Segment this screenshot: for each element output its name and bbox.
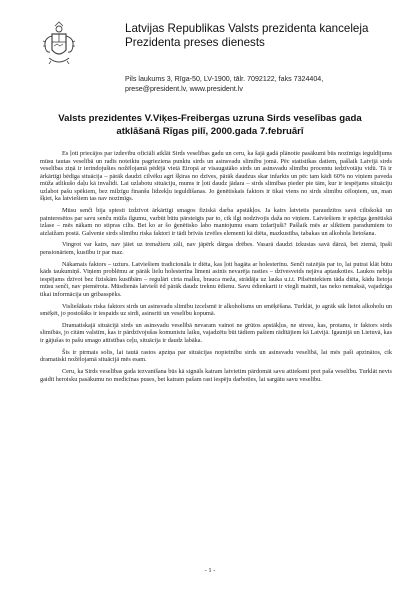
paragraph: Visliešākais riska faktors sirds un asinsvadu slimību izcelsmē ir alkoholisms un smēķēšana. Turklāt, jo agrāk sāk lietot alkoholu un smēķēt, jo postošāks ir iespaids uz sirdi, asinsriti un veselību kopumā. — [40, 302, 392, 318]
email-line: prese@president.lv, www.president.lv — [125, 85, 243, 93]
organization-name — [125, 22, 415, 50]
document-title — [20, 113, 400, 138]
paragraph: Es ļoti priecājos par izdevību oficiāli atklāt Sirds veselības gadu un ceru, ka šajā gadā plānotie pasākumi būs nozīmīgs ieguldījums mūsu tautas veselībā un radīs noteiktu pagrieziena punktu sirds un asinsvadu slimību jomā. Pēc statistikas datiem, pašlaik Latvijā sirds veselības ziņā ir ierindojušies nožēlojamā pēdējā vietā Eiropā ar visaugstāko sirds un asinsvadu slimību procentu iedzīvotāju vidū. Tā ir ārkārtīgi bēdīga situācija – pārāk daudzi cilvēku agri šķiras no dzīves, pārāk daudzus skar infarkts un pēc tam kādi 60% no viņiem paveda mūža atlikušo daļu kā invalīdi. Lai uzlabotu situāciju, mums ir ļoti daudz jādara – sirds slimības pieder pie tām, kur ir iespējams situāciju uzlabot pašu spēkiem, bez milzīgu finanšu līdzekļu ieguldīšanas. Jo ģenētiskais faktors ir tikai viens no sirds slimību cēloņiem, un, man šķiet, ka latviešiem tas nav nozīmīgs. — [40, 150, 392, 203]
org-line-press-service: Prezidenta preses dienests — [125, 36, 265, 49]
speech-body — [40, 150, 392, 387]
contact-block — [125, 74, 415, 94]
paragraph: Šis ir pirmais solis, lai tautā rastos apziņa par situācijas nopietnību sirds un asinsvadu veselībā, lai mēs paši apzinātos, cik dramatiski nožēlojamā situācijā mēs esam. — [40, 348, 392, 364]
paragraph: Nākamais faktors – uzturs. Latviešiem tradicionāla ir diēta, kas ļoti bagāta ar holesterīnu. Senči raizējās par to, lai putrai klāt būtu kāds taukumiņš. Viņiem problēmu ar pārāk lielu holesterīna līmeni asinīs nevarēja rasties – dzīvesveids nejāva aptaukoties. Laukos nebija iespējams dzīvot bez fiziskām kustībām – regulāri cirta malku, brauca meža, strādāja uz lauka u.t.t. Pilsētniekiem tāda diēta, kādu lietoja mūsu senči, nav piemērota. Mūsdienās latvieši ēd pārāk daudz treknu ēdienu. Savu ēdienkarti ir viegli mainīt, tas neko nemaksā, vajadzīga tikai informācija un gribasspēks. — [40, 260, 392, 298]
address-line: Pils laukums 3, Rīga-50, LV-1900, tālr. 7092122, faks 7324404, — [125, 75, 324, 83]
paragraph: Vingrot var katrs, nav jāiet uz trenažieru zāli, nav jāpērk dārgas drēbes. Vasarā daudzi izkustas savā dārzā, bet ziemā, īpaši pensionāriem, kustību ir par maz. — [40, 241, 392, 256]
paragraph: Ceru, ka Sirds veselības gada iezvanīšana būs kā signāls katram latvietim pārdomāt savu attieksmi pret paša veselību. Turklāt nevis gaidīt heroisku pasākumu no medicīnas puses, bet katram pašam rast iespēju darboties, lai sargātu savu veselību. — [40, 367, 392, 383]
title-line-2: atklāšanā Rīgas pilī, 2000.gada 7.februārī — [116, 125, 304, 137]
title-line-1: Valsts prezidentes V.Viķes-Freibergas uzruna Sirds veselības gada — [58, 113, 362, 124]
page-number: - 1 - — [204, 567, 216, 574]
paragraph: Mūsu senči bija spiesti izdzīvot ārkārtīgi smagos fiziskā darba apstākļos. Ja katrs latvietis paraudzītos savā ciltskokā un painteresētos par savu senču mūža ilgumu, varbūt būtu pārsteigts par to, cik ilgi nodzīvojis daža no viņiem. Latviešiem ir spēcīga ģenētiskā izlase – mēs nākam no stipras cilts. Bet ko ar šo ģenētisko labo mantojumu esam izdarījuši? Pašlaik mēs ar slikt​iem paradumiem to aizlaižam postā. Galvenie sirds slimību riska faktori ir tādi brīvās izvēles elementi kā diēta, mazkustība, tabakas un alkohola lietošana. — [40, 207, 392, 237]
latvia-coat-of-arms-icon — [40, 20, 78, 68]
org-line-chancery: Latvijas Republikas Valsts prezidenta kanceleja — [125, 22, 369, 35]
paragraph: Dramatiskajā situācijā sirds un asinsvadu veselībā nevaram vainot ne grūtos apstākļus, ne stresu, kas, protams, ir faktors sirds slimībās, jo citām valstīm, kas ir pārdzīvojušas komunistu laiku, vajadzētu būt tādiem pašiem rādītājiem kā Latvijā. Igaunijā un Lietuvā, kas ir gājušas to pašu smago attīstības ceļu, situācija ir daudz labāka. — [40, 321, 392, 344]
